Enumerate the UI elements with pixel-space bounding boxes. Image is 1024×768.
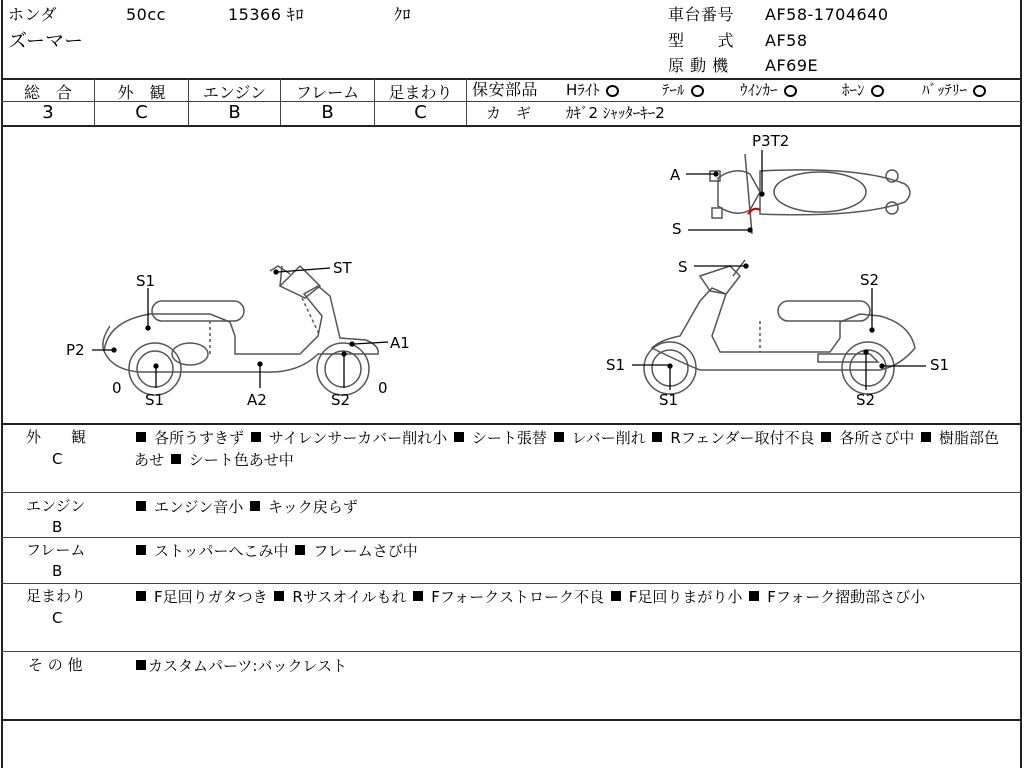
scooter-top-view-drawing [710,154,910,234]
diagram-label: A [670,166,681,184]
divider-note-3 [1,583,1022,584]
diagram-label: A2 [247,391,267,409]
note-grade-suspension: C [52,609,63,627]
grade-value-suspension: C [414,102,427,123]
note-item: キック戻らず [268,498,358,516]
diagram-label: S1 [136,272,156,290]
diagram-label: S1 [659,391,679,409]
engine-value: AF69E [765,56,819,75]
bullet-square-icon [821,432,831,442]
safety-item-horn [842,81,884,99]
ok-circle-icon [871,85,884,97]
note-category-frame: フレーム [26,541,86,559]
grade-value-frame: B [321,102,334,123]
grade-value-engine: B [228,102,241,123]
type-label: 型 式 [668,31,735,50]
note-list-suspension [134,586,1014,608]
bullet-square-icon [136,432,146,442]
note-grade-exterior: C [52,450,63,468]
diagram-label: 0 [112,379,122,397]
frame-no-label: 車台番号 [668,5,735,24]
bullet-square-icon [652,432,662,442]
color: ｸﾛ [394,5,412,24]
divider-note-4 [1,651,1022,652]
grade-label-suspension: 足まわり [388,83,453,102]
safety-item-winker [740,81,797,99]
note-item: サイレンサーカバー削れ小 [268,429,448,447]
grade-col-divider-5 [466,78,467,125]
ok-circle-icon [973,85,986,97]
bullet-square-icon [250,501,260,511]
safety-item-headlight-label: Hﾗｲﾄ [566,81,600,99]
note-item: レバー削れ [571,429,646,447]
note-item: エンジン音小 [154,498,244,516]
frame-no: AF58-1704640 [765,5,889,24]
note-item: Rフェンダー取付不良 [670,429,815,447]
diagram-label: S2 [331,391,351,409]
bullet-square-icon [136,660,146,670]
safety-item-battery-label: ﾊﾞｯﾃﾘｰ [922,81,968,99]
diagram-label: P3T2 [752,132,790,150]
displacement: 50cc [126,5,166,24]
divider-note-1 [1,492,1022,493]
bullet-square-icon [274,591,284,601]
grade-value-overall: 3 [42,102,54,123]
note-list-other [134,655,1014,677]
ok-circle-icon [691,85,704,97]
grade-label-frame: フレーム [295,83,360,102]
grade-label-overall: 総 合 [23,83,72,102]
safety-item-headlight [566,81,619,99]
divider-safety-mid [467,101,1022,102]
ok-circle-icon [784,85,797,97]
bullet-square-icon [554,432,564,442]
diagram-label: S2 [860,271,880,289]
model-name: ズーマー [8,30,84,52]
note-category-engine: エンジン [26,497,86,515]
key-value: ｶｷﾞ2 ｼｬｯﾀｰｷｰ2 [566,104,665,122]
bullet-square-icon [611,591,621,601]
bullet-square-icon [136,545,146,555]
bullet-square-icon [295,545,305,555]
note-item: Fフォークストローク不良 [431,588,605,606]
bullet-square-icon [921,432,931,442]
diagram-label: S1 [930,356,950,374]
note-category-suspension: 足まわり [26,587,87,605]
note-item: 樹脂部色あせ [134,429,1000,469]
note-list-frame [134,540,1014,562]
safety-item-tail [662,81,704,99]
scooter-diagram [0,126,1020,422]
bullet-square-icon [251,432,261,442]
note-item: 各所うすきず [154,429,245,447]
safety-item-winker-label: ｳｲﾝｶｰ [740,81,778,99]
bullet-square-icon [171,454,181,464]
ok-circle-icon [606,85,619,97]
mileage: 15366 ｷﾛ [228,5,304,24]
bullet-square-icon [413,591,423,601]
note-item: シート色あせ中 [188,451,294,469]
type-value: AF58 [765,31,808,50]
grade-label-engine: エンジン [202,83,267,102]
grade-value-exterior: C [135,102,148,123]
safety-item-horn-label: ﾎｰﾝ [842,81,865,99]
note-item: カスタムパーツ:バックレスト [148,657,348,675]
note-item: フレームさび中 [313,542,418,560]
note-item: ストッパーへこみ中 [154,542,289,560]
note-item: Fフォーク摺動部さび小 [767,588,926,606]
divider-bottom [1,719,1022,721]
note-item: シート張替 [471,429,547,447]
diagram-label: A1 [390,334,410,352]
maker: ホンダ [8,5,57,24]
note-item: F足回りガタつき [154,588,268,606]
note-list-exterior [134,427,1014,471]
bullet-square-icon [136,501,146,511]
engine-label: 原 動 機 [668,56,729,75]
key-label: カ ギ [486,104,532,122]
note-category-other: そ の 他 [28,656,83,674]
bullet-square-icon [749,591,759,601]
note-category-exterior: 外 観 [26,428,87,446]
note-grade-frame: B [52,562,63,580]
note-item: 各所さび中 [839,429,915,447]
note-item: Rサスオイルもれ [292,588,407,606]
grade-label-exterior: 外 観 [117,83,166,102]
safety-item-battery [922,81,986,99]
note-list-engine [134,496,1014,518]
outer-right-border [1020,0,1022,768]
safety-item-tail-label: ﾃｰﾙ [662,81,685,99]
note-grade-engine: B [52,518,63,536]
diagram-label: S1 [145,391,165,409]
diagram-label: S1 [606,356,626,374]
diagram-label: ST [333,259,352,277]
note-item: F足回りまがり小 [628,588,743,606]
diagram-label: P2 [66,341,85,359]
safety-label: 保安部品 [472,80,539,99]
diagram-label: S [678,258,688,276]
diagram-label: 0 [378,379,388,397]
diagram-label: S2 [856,391,876,409]
divider-note-2 [1,537,1022,538]
bullet-square-icon [454,432,464,442]
bullet-square-icon [136,591,146,601]
diagram-label: S [672,220,682,238]
divider-diagram [1,423,1022,425]
